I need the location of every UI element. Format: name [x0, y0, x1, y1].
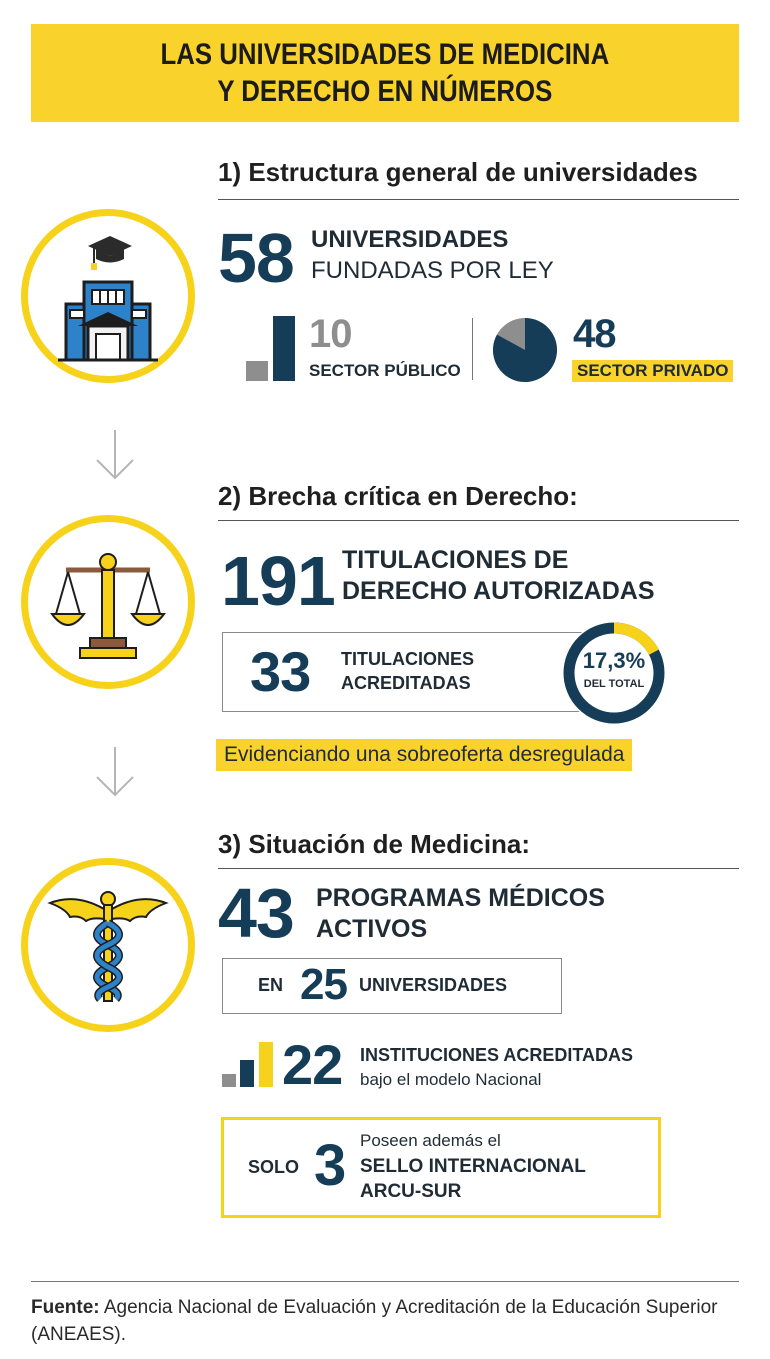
international-prefix: SOLO [248, 1157, 300, 1177]
accredited-bar-small [222, 1074, 236, 1087]
international-line1: Poseen además el [360, 1131, 501, 1150]
private-sector-label: SECTOR PRIVADO [572, 360, 733, 382]
law-programs-total: 191 [221, 542, 335, 620]
accredited-law-label-line2: ACREDITADAS [341, 673, 471, 693]
section2-rule [218, 520, 739, 521]
university-building-icon [21, 209, 195, 383]
accredited-institutions-sub: bajo el modelo Nacional [360, 1070, 542, 1089]
section3-rule [218, 868, 739, 869]
public-sector-label: SECTOR PÚBLICO [309, 361, 461, 380]
title-banner [31, 24, 739, 122]
section1-heading: 1) Estructura general de universidades [218, 157, 698, 187]
section1-rule [218, 199, 739, 200]
universities-total: 58 [218, 219, 294, 297]
sector-divider [472, 318, 473, 380]
accredited-law-label-line1: TITULACIONES [341, 649, 474, 669]
section3-heading: 3) Situación de Medicina: [218, 829, 531, 859]
medical-programs-total: 43 [218, 874, 294, 952]
private-sector-pie [492, 317, 558, 383]
source-text: Agencia Nacional de Evaluación y Acreditación de la Educación Superior (ANEAES). [31, 1297, 718, 1345]
medical-programs-label-line2: ACTIVOS [316, 915, 428, 943]
source-label: Fuente: [31, 1297, 100, 1318]
universities-label: UNIVERSIDADES [311, 226, 509, 253]
oversupply-note: Evidenciando una sobreoferta desregulada [216, 739, 632, 771]
founded-by-law-label: FUNDADAS POR LEY [311, 257, 554, 284]
international-line2: SELLO INTERNACIONAL [360, 1156, 586, 1177]
law-programs-label-line1: TITULACIONES DE [342, 546, 569, 574]
page-title: LAS UNIVERSIDADES DE MEDICINA Y DERECHO EN NÚMEROS [160, 38, 610, 108]
source-rule [31, 1281, 739, 1282]
accredited-percent-caption: DEL TOTAL [583, 678, 645, 690]
universities-label: UNIVERSIDADES [359, 975, 508, 995]
international-line3: ARCU-SUR [360, 1181, 462, 1202]
accredited-institutions-value: 22 [282, 1033, 343, 1096]
international-value: 3 [314, 1133, 346, 1198]
arrow-down-icon [95, 745, 135, 799]
private-sector-value: 48 [573, 312, 616, 356]
caduceus-icon [21, 858, 195, 1032]
law-programs-label-line2: DERECHO AUTORIZADAS [342, 577, 655, 605]
source-note [31, 1294, 739, 1348]
accredited-law-value: 33 [250, 640, 311, 703]
accredited-institutions-label: INSTITUCIONES ACREDITADAS [360, 1045, 634, 1065]
universities-prefix: EN [258, 975, 284, 995]
scales-of-justice-icon [21, 515, 195, 689]
accredited-bar-mid [240, 1060, 254, 1087]
public-bar-tall [273, 316, 295, 381]
universities-value: 25 [300, 960, 347, 1009]
arrow-down-icon [95, 428, 135, 482]
public-bar-small [246, 361, 268, 381]
medical-programs-label-line1: PROGRAMAS MÉDICOS [316, 884, 605, 912]
accredited-percent-value: 17,3% [582, 648, 646, 673]
section2-heading: 2) Brecha crítica en Derecho: [218, 481, 578, 511]
accredited-bar-tall [259, 1042, 273, 1087]
public-sector-value: 10 [309, 312, 352, 356]
